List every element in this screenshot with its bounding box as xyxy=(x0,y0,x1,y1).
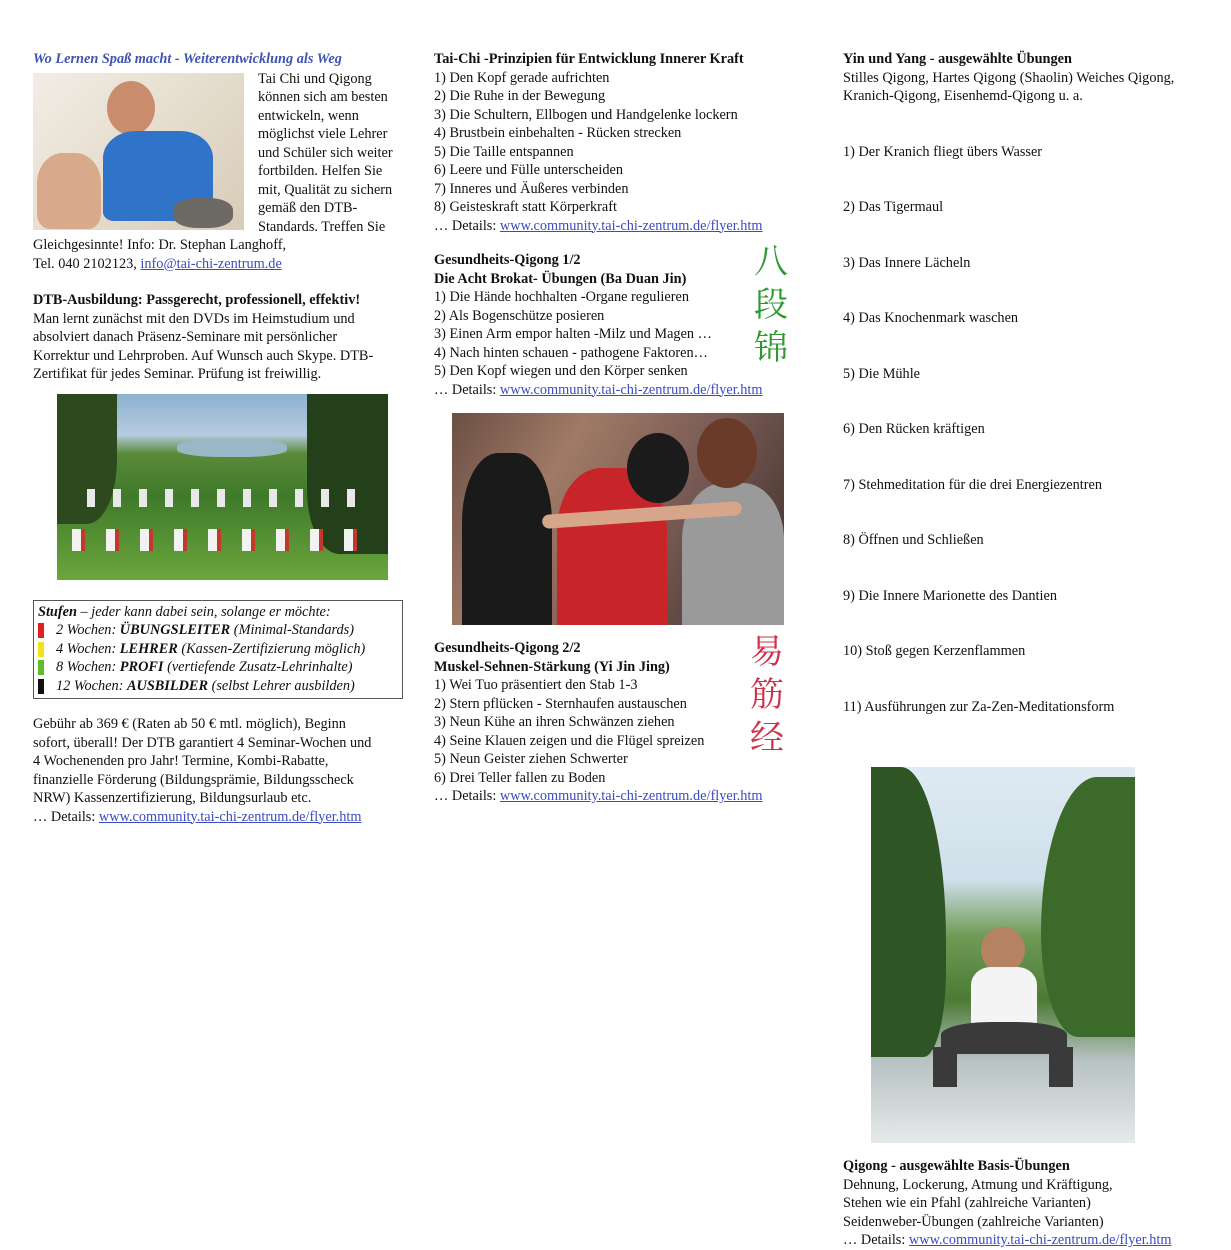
fee-line: 4 Wochenenden pro Jahr! Termine, Kombi-Rabatte, xyxy=(33,753,329,769)
qigong-stance-photo xyxy=(871,767,1135,1143)
yi-jin-jing-characters xyxy=(750,631,784,760)
taichi-title: Tai-Chi -Prinzipien für Entwicklung Innerer Kraft xyxy=(434,51,744,67)
qigong1-subtitle: Die Acht Brokat- Übungen (Ba Duan Jin) xyxy=(434,270,687,287)
chinese-char: 易 xyxy=(750,632,784,672)
list-item: 5) Neun Geister ziehen Schwerter xyxy=(434,751,628,767)
dtb-line: Korrektur und Lehrproben. Auf Wunsch auch Skype. DTB- xyxy=(33,347,374,364)
list-item: 2) Stern pflücken - Sternhaufen austauschen xyxy=(434,695,687,712)
chinese-char: 段 xyxy=(754,285,788,325)
level-color-bar xyxy=(38,679,44,694)
basis-title: Qigong - ausgewählte Basis-Übungen xyxy=(843,1158,1070,1174)
list-item: 7) Stehmeditation für die drei Energiezentren xyxy=(843,476,1102,493)
phone-text: Tel. 040 2102123, xyxy=(33,255,141,272)
teacher-photo xyxy=(33,73,244,230)
list-item: 6) Drei Teller fallen zu Boden xyxy=(434,769,606,786)
qigong1-title: Gesundheits-Qigong 1/2 xyxy=(434,252,581,268)
details-line xyxy=(434,217,806,236)
details-prefix: … Details: xyxy=(434,217,500,234)
yin-yang-intro: Stilles Qigong, Hartes Qigong (Shaolin) Weiches Qigong, xyxy=(843,69,1175,86)
stufen-heading: Stufen xyxy=(38,603,77,620)
level-desc: (Minimal-Standards) xyxy=(230,622,354,638)
stufen-subtitle: – jeder kann dabei sein, solange er möchte: xyxy=(76,603,331,620)
intro-line: möglichst viele Lehrer xyxy=(258,126,388,142)
chinese-char: 经 xyxy=(750,718,784,758)
list-item: 3) Das Innere Lächeln xyxy=(843,254,971,271)
intro-line: können sich am besten xyxy=(258,89,388,105)
details-line xyxy=(843,1231,1213,1250)
list-item: 4) Nach hinten schauen - pathogene Faktoren… xyxy=(434,344,708,361)
group-training-photo xyxy=(57,394,388,580)
yin-yang-intro: Kranich-Qigong, Eisenhemd-Qigong u. a. xyxy=(843,88,1083,104)
chinese-char: 锦 xyxy=(754,328,788,368)
dtb-line: absolviert danach Präsenz-Seminare mit persönlicher xyxy=(33,329,338,345)
details-line xyxy=(33,808,405,827)
level-name: AUSBILDER xyxy=(126,677,208,694)
chinese-char: 八 xyxy=(754,242,788,282)
details-link[interactable]: www.community.tai-chi-zentrum.de/flyer.htm xyxy=(499,788,763,804)
details-prefix: … Details: xyxy=(843,1232,909,1248)
details-prefix: … Details: xyxy=(434,381,500,398)
intro-line: mit, Qualität zu sichern xyxy=(258,181,393,198)
details-link[interactable]: www.community.tai-chi-zentrum.de/flyer.htm xyxy=(908,1232,1172,1248)
level-weeks: 2 Wochen: xyxy=(56,622,120,638)
list-item: 4) Brustbein einbehalten - Rücken strecken xyxy=(434,125,682,141)
level-desc: (Kassen-Zertifizierung möglich) xyxy=(177,640,366,657)
email-link[interactable]: info@tai-chi-zentrum.de xyxy=(140,255,282,272)
list-item: 10) Stoß gegen Kerzenflammen xyxy=(843,643,1026,659)
basis-line: Stehen wie ein Pfahl (zahlreiche Varianten) xyxy=(843,1195,1091,1211)
fee-line: NRW) Kassenzertifizierung, Bildungsurlaub etc. xyxy=(33,790,312,806)
level-desc: (vertiefende Zusatz-Lehrinhalte) xyxy=(163,659,353,675)
basis-line: Dehnung, Lockerung, Atmung und Kräftigung, xyxy=(843,1176,1113,1193)
list-item: 8) Geisteskraft statt Körperkraft xyxy=(434,199,618,215)
level-row xyxy=(38,658,398,677)
level-name: PROFI xyxy=(119,659,164,675)
contact-line xyxy=(33,255,405,274)
level-color-bar xyxy=(38,642,44,657)
details-link[interactable]: www.community.tai-chi-zentrum.de/flyer.htm xyxy=(499,381,763,398)
intro-line: entwickeln, wenn xyxy=(258,107,359,124)
column-right xyxy=(843,50,1213,1250)
intro-line: gemäß den DTB- xyxy=(258,200,358,216)
intro-line: Gleichgesinnte! Info: Dr. Stephan Langhoff, xyxy=(33,237,287,253)
level-color-bar xyxy=(38,623,44,638)
list-item: 5) Die Mühle xyxy=(843,365,921,382)
list-item: 5) Den Kopf wiegen und den Körper senken xyxy=(434,363,688,379)
stufen-box xyxy=(33,600,403,700)
list-item: 4) Seine Klauen zeigen und die Flügel spreizen xyxy=(434,732,705,749)
qigong2-title: Gesundheits-Qigong 2/2 xyxy=(434,640,581,656)
details-link[interactable]: www.community.tai-chi-zentrum.de/flyer.htm xyxy=(499,217,763,234)
level-weeks: 4 Wochen: xyxy=(56,640,120,657)
details-line xyxy=(434,381,806,400)
level-row xyxy=(38,677,398,696)
fee-line: sofort, überall! Der DTB garantiert 4 Seminar-Wochen und xyxy=(33,734,372,751)
details-prefix: … Details: xyxy=(33,808,99,825)
list-item: 8) Öffnen und Schließen xyxy=(843,532,984,548)
level-color-bar xyxy=(38,660,44,675)
level-weeks: 8 Wochen: xyxy=(56,659,120,675)
list-item: 3) Einen Arm empor halten -Milz und Magen … xyxy=(434,326,712,342)
list-item: 6) Leere und Fülle unterscheiden xyxy=(434,162,623,178)
level-name: ÜBUNGSLEITER xyxy=(119,622,231,638)
intro-line: Standards. Treffen Sie xyxy=(258,218,386,235)
list-item: 1) Den Kopf gerade aufrichten xyxy=(434,69,610,86)
list-item: 9) Die Innere Marionette des Dantien xyxy=(843,587,1057,604)
fee-line: Gebühr ab 369 € (Raten ab 50 € mtl. möglich), Beginn xyxy=(33,716,346,732)
dtb-line: Zertifikat für jedes Seminar. Prüfung ist freiwillig. xyxy=(33,366,322,382)
list-item: 2) Das Tigermaul xyxy=(843,199,944,215)
intro-line: und Schüler sich weiter xyxy=(258,144,393,161)
group-class-photo xyxy=(452,413,784,625)
details-prefix: … Details: xyxy=(434,788,500,804)
list-item: 3) Neun Kühe an ihren Schwänzen ziehen xyxy=(434,714,675,730)
chinese-char: 筋 xyxy=(750,675,784,715)
level-name: LEHRER xyxy=(119,640,178,657)
column-middle xyxy=(434,50,806,806)
list-item: 7) Inneres und Äußeres verbinden xyxy=(434,180,629,197)
intro-title: Wo Lernen Spaß macht - Weiterentwicklung als Weg xyxy=(33,51,342,67)
basis-line: Seidenweber-Übungen (zahlreiche Varianten) xyxy=(843,1213,1104,1230)
list-item: 2) Als Bogenschütze posieren xyxy=(434,307,605,324)
dtb-line: Man lernt zunächst mit den DVDs im Heimstudium und xyxy=(33,310,355,327)
ba-duan-jin-characters xyxy=(754,241,788,370)
yin-yang-title: Yin und Yang - ausgewählte Übungen xyxy=(843,51,1072,67)
level-weeks: 12 Wochen: xyxy=(56,677,127,694)
details-line xyxy=(434,787,806,806)
list-item: 5) Die Taille entspannen xyxy=(434,143,574,160)
list-item: 6) Den Rücken kräftigen xyxy=(843,421,985,437)
list-item: 1) Der Kranich fliegt übers Wasser xyxy=(843,143,1043,160)
list-item: 4) Das Knochenmark waschen xyxy=(843,310,1019,326)
list-item: 11) Ausführungen zur Za-Zen-Meditationsform xyxy=(843,698,1115,715)
fee-line: finanzielle Förderung (Bildungsprämie, Bildungsscheck xyxy=(33,771,354,788)
list-item: 1) Wei Tuo präsentiert den Stab 1-3 xyxy=(434,677,638,693)
list-item: 2) Die Ruhe in der Bewegung xyxy=(434,88,606,104)
qigong2-subtitle: Muskel-Sehnen-Stärkung (Yi Jin Jing) xyxy=(434,658,670,675)
list-item: 3) Die Schultern, Ellbogen und Handgelenke lockern xyxy=(434,106,738,123)
level-row xyxy=(38,640,398,659)
level-row xyxy=(38,621,398,640)
level-desc: (selbst Lehrer ausbilden) xyxy=(208,677,355,694)
dtb-title: DTB-Ausbildung: Passgerecht, professionell, effektiv! xyxy=(33,292,361,308)
intro-line: fortbilden. Helfen Sie xyxy=(258,163,383,179)
details-link[interactable]: www.community.tai-chi-zentrum.de/flyer.htm xyxy=(98,808,362,825)
list-item: 1) Die Hände hochhalten -Organe regulieren xyxy=(434,289,689,305)
intro-line: Tai Chi und Qigong xyxy=(258,70,372,87)
column-left xyxy=(33,50,405,826)
